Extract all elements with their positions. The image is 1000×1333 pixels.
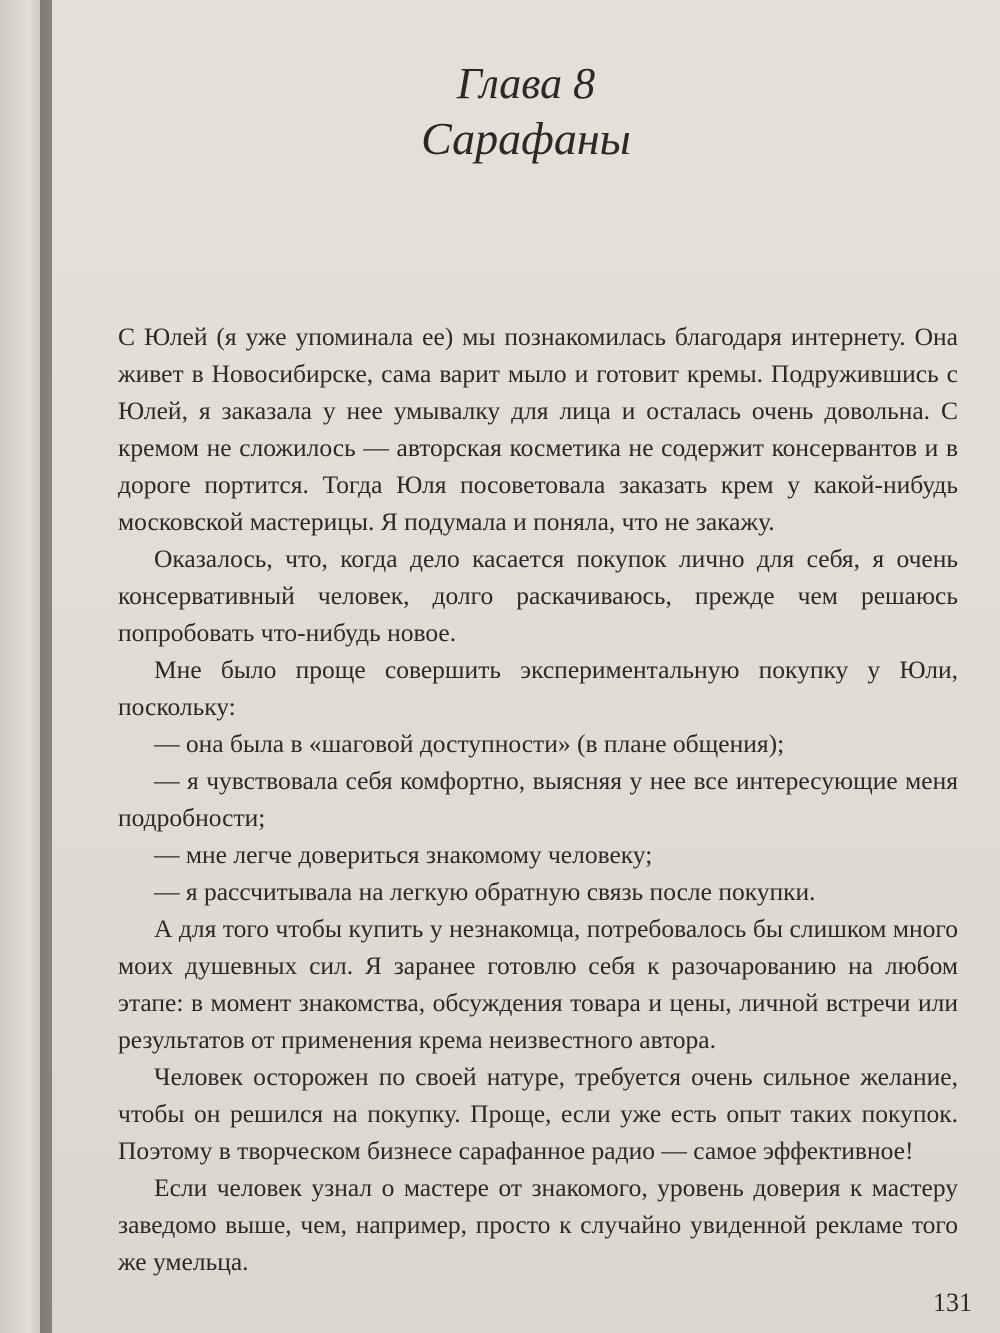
list-item: — я чувствовала себя комфортно, выясняя у нее все интересующие меня подробности;	[118, 766, 958, 832]
page-number: 131	[933, 1288, 972, 1317]
chapter-number: Глава 8	[456, 59, 596, 108]
chapter-title: Сарафаны	[421, 113, 631, 164]
paragraph: Человек осторожен по своей натуре, требуется очень сильное желание, чтобы он решился на покупку. Проще, если уже есть опыт таких покупок. Поэтому в творческом бизнесе сарафанное радио — самое эффективное!	[118, 1062, 958, 1165]
paragraph: С Юлей (я уже упоминала ее) мы познакомилась благодаря интернету. Она живет в Новосибирске, сама варит мыло и готовит кремы. Подружившись с Юлей, я заказала у нее умывалку для лица и осталась очень довольна. С кремом не сложилось — авторская косметика не содержит консервантов и в дороге портится. Тогда Юля посоветовала заказать крем у какой-нибудь московской мастерицы. Я подумала и поняла, что не закажу.	[118, 322, 958, 536]
paragraph: Если человек узнал о мастере от знакомого, уровень доверия к мастеру заведомо выше, чем, например, просто к случайно увиденной рекламе того же умельца.	[118, 1173, 958, 1276]
list-item: — я рассчитывала на легкую обратную связь после покупки.	[154, 877, 816, 906]
body-text	[118, 318, 958, 1280]
list-item: — она была в «шаговой доступности» (в плане общения);	[154, 729, 785, 758]
paragraph: А для того чтобы купить у незнакомца, потребовалось бы слишком много моих душевных сил. Я заранее готовлю себя к разочарованию на любом этапе: в момент знакомства, обсуждения товара и цены, личной встречи или результатов от применения крема неизвестного автора.	[118, 914, 958, 1054]
paragraph: Мне было проще совершить экспериментальную покупку у Юли, поскольку:	[118, 655, 958, 721]
paragraph: Оказалось, что, когда дело касается покупок лично для себя, я очень консервативный человек, долго раскачиваюсь, прежде чем решаюсь попробовать что-нибудь новое.	[118, 544, 958, 647]
book-page	[52, 0, 1000, 1333]
list-item: — мне легче довериться знакомому человеку;	[154, 840, 653, 869]
